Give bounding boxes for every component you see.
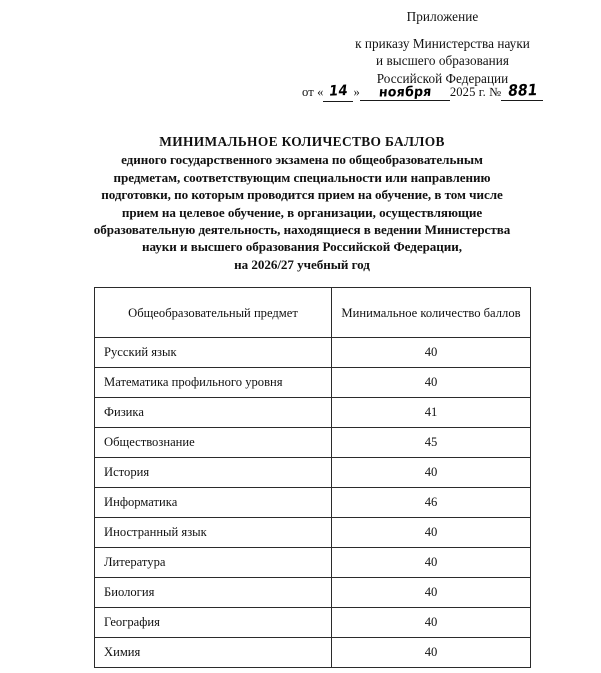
month-handwritten-value: ноября: [378, 83, 432, 100]
cell-subject: История: [95, 458, 332, 488]
cell-score: 40: [332, 608, 531, 638]
minimum-scores-table: [94, 287, 531, 668]
order-number-handwritten-value: 881: [506, 81, 538, 101]
table-row: [95, 488, 531, 518]
cell-score: 46: [332, 488, 531, 518]
cell-score: 40: [332, 368, 531, 398]
page-title: МИНИМАЛЬНОЕ КОЛИЧЕСТВО БАЛЛОВ: [159, 134, 445, 149]
cell-subject: Математика профильного уровня: [95, 368, 332, 398]
table-header-row: [95, 288, 531, 338]
cell-score: 40: [332, 338, 531, 368]
title-academic-year: на 2026/27 учебный год: [234, 256, 370, 272]
cell-score: 40: [332, 638, 531, 668]
appendix-label: Приложение: [406, 9, 479, 24]
cell-subject: Литература: [95, 548, 332, 578]
table-row: [95, 518, 531, 548]
table-row: [95, 458, 531, 488]
column-header-subject: Общеобразовательный предмет: [95, 288, 332, 338]
year-and-number-label: 2025 г. №: [449, 85, 502, 99]
order-reference-line-3: Российской Федерации: [376, 70, 509, 86]
document-title-block: [52, 133, 552, 273]
cell-score: 45: [332, 428, 531, 458]
title-line-6: образовательную деятельность, находящиеся в ведении Министерства: [93, 222, 511, 238]
day-handwritten-value: 14: [328, 82, 349, 101]
month-blank-field: [360, 84, 450, 101]
date-quote-close: »: [353, 85, 360, 99]
title-line-7: науки и высшего образования Российской Федерации,: [141, 239, 463, 255]
cell-score: 40: [332, 518, 531, 548]
title-line-4: подготовки, по которым проводится прием на обучение, в том числе: [101, 187, 503, 203]
column-header-score: Минимальное количество баллов: [332, 288, 531, 338]
cell-score: 40: [332, 548, 531, 578]
cell-subject: Иностранный язык: [95, 518, 332, 548]
table-row: [95, 338, 531, 368]
appendix-header-block: [300, 8, 585, 87]
table-row: [95, 368, 531, 398]
table-row: [95, 608, 531, 638]
cell-subject: Химия: [95, 638, 332, 668]
order-reference-line-1: к приказу Министерства науки: [355, 35, 530, 51]
cell-score: 40: [332, 458, 531, 488]
cell-subject: География: [95, 608, 332, 638]
table-row: [95, 398, 531, 428]
cell-subject: Обществознание: [95, 428, 332, 458]
title-line-5: прием на целевое обучение, в организации, осуществляющие: [121, 204, 483, 220]
order-reference-line-2: и высшего образования: [376, 53, 509, 68]
date-prefix-label: от «: [302, 85, 324, 99]
table-row: [95, 578, 531, 608]
cell-subject: Физика: [95, 398, 332, 428]
table-body: [95, 338, 531, 668]
table-header: [95, 288, 531, 338]
table-row: [95, 428, 531, 458]
title-line-3: предметам, соответствующим специальности или направлению: [113, 169, 491, 185]
order-number-blank-field: [501, 81, 543, 101]
order-date-number-line: [302, 81, 582, 102]
cell-score: 41: [332, 398, 531, 428]
cell-score: 40: [332, 578, 531, 608]
title-line-2: единого государственного экзамена по общеобразовательным: [121, 152, 483, 168]
table-row: [95, 548, 531, 578]
table-row: [95, 638, 531, 668]
cell-subject: Русский язык: [95, 338, 332, 368]
cell-subject: Биология: [95, 578, 332, 608]
cell-subject: Информатика: [95, 488, 332, 518]
day-blank-field: [323, 84, 353, 102]
